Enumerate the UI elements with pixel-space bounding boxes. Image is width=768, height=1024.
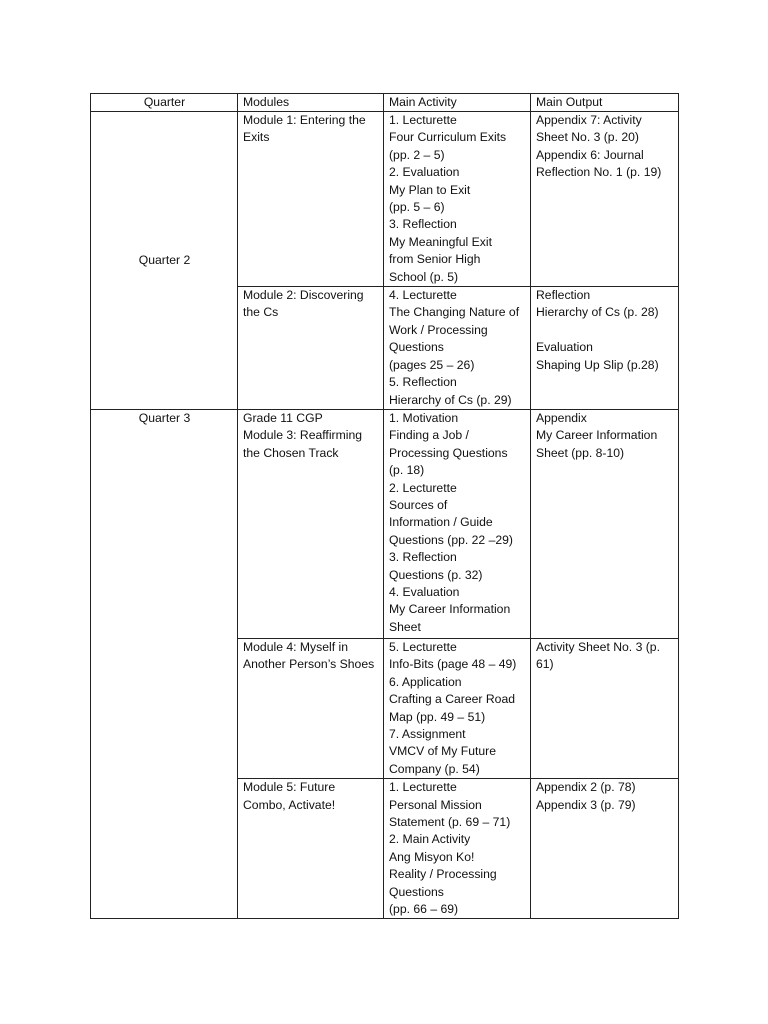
table-row — [91, 112, 679, 287]
header-main-output: Main Output — [531, 94, 679, 112]
output-cell: Appendix My Career Information Sheet (pp. 8-10) — [531, 409, 679, 638]
table-row — [91, 409, 679, 638]
header-row — [91, 94, 679, 112]
output-cell: Appendix 7: Activity Sheet No. 3 (p. 20) Appendix 6: Journal Reflection No. 1 (p. 19) — [531, 112, 679, 287]
header-quarter: Quarter — [91, 94, 238, 112]
activity-cell: 1. Lecturette Four Curriculum Exits (pp. 2 – 5) 2. Evaluation My Plan to Exit (pp. 5 – 6) 3. Reflection My Meaningful Exit from Senior High School (p. 5) — [384, 112, 531, 287]
module-cell: Grade 11 CGP Module 3: Reaffirming the Chosen Track — [238, 409, 384, 638]
output-cell: Appendix 2 (p. 78) Appendix 3 (p. 79) — [531, 779, 679, 919]
output-cell: Reflection Hierarchy of Cs (p. 28) Evaluation Shaping Up Slip (p.28) — [531, 287, 679, 410]
quarter-2-cell: Quarter 2 — [91, 112, 238, 410]
header-main-activity: Main Activity — [384, 94, 531, 112]
output-cell: Activity Sheet No. 3 (p. 61) — [531, 638, 679, 778]
module-cell: Module 4: Myself in Another Person’s Shoes — [238, 638, 384, 778]
module-cell: Module 1: Entering the Exits — [238, 112, 384, 287]
module-cell: Module 5: Future Combo, Activate! — [238, 779, 384, 919]
activity-cell: 4. Lecturette The Changing Nature of Work / Processing Questions (pages 25 – 26) 5. Reflection Hierarchy of Cs (p. 29) — [384, 287, 531, 410]
activity-cell: 1. Motivation Finding a Job / Processing Questions (p. 18) 2. Lecturette Sources of Information / Guide Questions (pp. 22 –29) 3. Reflection Questions (p. 32) 4. Evaluation My Career Information Sheet — [384, 409, 531, 638]
module-cell: Module 2: Discovering the Cs — [238, 287, 384, 410]
activity-cell: 1. Lecturette Personal Mission Statement (p. 69 – 71) 2. Main Activity Ang Misyon Ko! Reality / Processing Questions (pp. 66 – 69) — [384, 779, 531, 919]
quarter-3-cell: Quarter 3 — [91, 409, 238, 919]
activity-cell: 5. Lecturette Info-Bits (page 48 – 49) 6. Application Crafting a Career Road Map (pp. 49 – 51) 7. Assignment VMCV of My Future Company (p. 54) — [384, 638, 531, 778]
curriculum-table — [90, 93, 679, 919]
header-modules: Modules — [238, 94, 384, 112]
